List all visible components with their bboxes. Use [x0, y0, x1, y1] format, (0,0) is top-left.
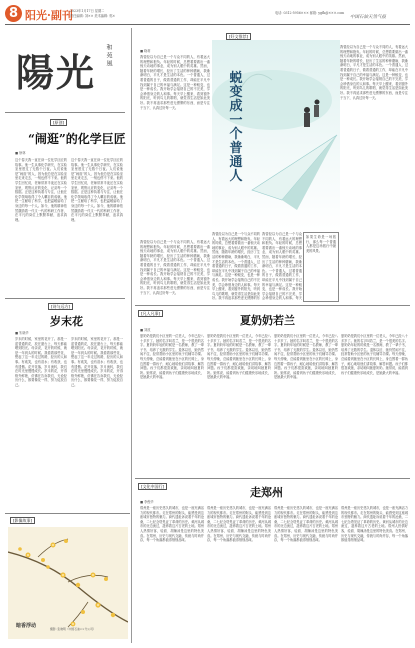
feature-body-c: 我曾经以为自己是一个与众不同的人，有着远大的理想和抱负。年轻的时候，总想着要做出一番惊天动地的事业，成为别人眼中的英雄。然而，随着年龄的增长，经历了生活的种种磨砺，我渐渐明白，平凡才是生活的本色。一个普通人，过着普通的日子，做着普通的工作，却能在平凡中找到属于自己的幸福与满足。这是一种蜕变，也是一种成长。我开始学会接纳自己的不完美，学会珍惜身边的人和事。每天早上醒来，看到窗外的阳光，听到鸟儿的歌唱，就觉得生活是如此美好。我不再追求那些虚无缥缈的东 — [212, 232, 260, 300]
feature-body-e: 我曾经以为自己是一个与众不同的人，有着远大的理想和抱负。年轻的时候，总想着要做出一番惊天动地的事业，成为别人眼中的英雄。然而，随着年龄的增长，经历了生活的种种磨砺，我渐渐明白，平凡才是生活的本色。一个普通人，过着普通的日子，做着普通的工作，却能在平凡中找到属于自己的幸福与满足。这是一种蜕变，也是一种成长。我开始学会接纳自己的不完美，学会珍惜身边的人和事。每天早上醒来，看到窗外的阳光，听到鸟儿的歌唱，就觉得生活是如此美好。我不再追求那些虚无缥缈的东西，而是专注于当下，认真过好每一天。 — [340, 45, 408, 100]
col1-divider — [5, 298, 125, 299]
page-number: 8 — [8, 6, 19, 21]
middle-article-body-b: 夏奶奶是我们小区里的一位老人，今年已经八十多岁了。她的名字叫若兰，是一个很美的名字。夏奶奶年轻的时候是一名教师，教了一辈子书，培养了无数的学生。退休以后，她仍然闲不住，经常帮助小区里的孩子们辅导功课。每天傍晚，总能看到她坐在小区的长椅上，身边围着一群孩子，耐心地给他们讲故事、解答问题。孩子们都很喜欢她，亲切地叫她夏奶奶。她常说，能看到孩子们健康快乐地成长，是她最大的幸福。 — [207, 334, 271, 380]
section-title: 阳光·副刊 — [25, 9, 73, 22]
photo-tag: [影像故事] — [10, 517, 35, 524]
col1-article-body-b: 这个春天我一直在读一位化学巨匠的故事。他一生从事化学研究，在实验室里度过了无数个日夜。人们说他是“闹逛”的人，因为他总是在实验室里走来走去，一刻也停不下来。他的学生回忆说，老师常常半夜还在实验室里，观察反应的变化，记录每一个数据。正是这种执着与专注，让他在化学领域取得了令人瞩目的成就。他把一生献给了科学，也把温暖留给了身边的每一个人。如今，他的精神依然激励着一代又一代的科研工作者，在平凡的岗位上默默奉献，追求真理。 — [71, 158, 123, 222]
column-separator — [131, 28, 132, 643]
col1-article2-author: ■ 朱晓华 — [15, 331, 29, 335]
middle-article-title: 夏奶奶若兰 — [240, 314, 295, 327]
header-info-editors: 责任编辑: 刘×× 美术编辑: 郭× — [70, 14, 116, 18]
feature-tag: [好文推荐] — [226, 33, 251, 40]
middle-article-body-c: 夏奶奶是我们小区里的一位老人，今年已经八十多岁了。她的名字叫若兰，是一个很美的名字。夏奶奶年轻的时候是一名教师，教了一辈子书，培养了无数的学生。退休以后，她仍然闲不住，经常帮助小区里的孩子们辅导功课。每天傍晚，总能看到她坐在小区的长椅上，身边围着一群孩子，耐心地给他们讲故事、解答问题。孩子们都很喜欢她，亲切地叫她夏奶奶。她常说，能看到孩子们健康快乐地成长，是她最大的幸福。 — [274, 334, 338, 380]
feature-title-char: 个 — [229, 127, 243, 142]
feature-title — [226, 72, 246, 184]
col1-article-body-a: 这个春天我一直在读一位化学巨匠的故事。他一生从事化学研究，在实验室里度过了无数个日夜。人们说他是“闹逛”的人，因为他总是在实验室里走来走去，一刻也停不下来。他的学生回忆说，老师常常半夜还在实验室里，观察反应的变化，记录每一个数据。正是这种执着与专注，让他在化学领域取得了令人瞩目的成就。他把一生献给了科学，也把温暖留给了身边的每一个人。如今，他的精神依然激励着一代又一代的科研工作者，在平凡的岗位上默默奉献，追求真理。 — [15, 158, 67, 222]
feature-title-char: 人 — [229, 169, 243, 184]
feature-bottom-rule — [135, 305, 410, 306]
masthead-rule — [5, 112, 125, 113]
side-quote-box — [303, 232, 339, 302]
lower-article-body-c: 郑州是一座历史悠久的城市，也是一座充满活力的现代都市。走在郑州的街头，能感受到这座城市独特的魅力。商代遗址诉说着千年的沧桑，二七纪念塔见证了革命的历史。黄河从城市的北边流过，滋养着这片古老的土地。郑州人热情好客，烩面、胡辣汤是这里的特色美食。在郑州，历史与现代交融，传统与时尚并存，每一个角落都值得细细品味。 — [274, 506, 338, 543]
lower-article-body-a: 郑州是一座历史悠久的城市，也是一座充满活力的现代都市。走在郑州的街头，能感受到这座城市独特的魅力。商代遗址诉说着千年的沧桑，二七纪念塔见证了革命的历史。黄河从城市的北边流过，滋养着这片古老的土地。郑州人热情好客，烩面、胡辣汤是这里的特色美食。在郑州，历史与现代交融，传统与时尚并存，每一个角落都值得细细品味。 — [140, 506, 204, 543]
col1-article-tag: [原创] — [50, 119, 67, 126]
feature-title-char: 一 — [229, 113, 243, 128]
masthead-subtitle: 和苑風 — [105, 44, 112, 68]
middle-article-body-d: 夏奶奶是我们小区里的一位老人，今年已经八十多岁了。她的名字叫若兰，是一个很美的名字。夏奶奶年轻的时候是一名教师，教了一辈子书，培养了无数的学生。退休以后，她仍然闲不住，经常帮助小区里的孩子们辅导功课。每天傍晚，总能看到她坐在小区的长椅上，身边围着一群孩子，耐心地给他们讲故事、解答问题。孩子们都很喜欢她，亲切地叫她夏奶奶。她常说，能看到孩子们健康快乐地成长，是她最大的幸福。 — [341, 334, 408, 375]
photo-credit: 摄影: 张晓明（中国石油××分公司） — [50, 627, 96, 631]
middle-bottom-rule — [135, 478, 410, 479]
col1-article-author: ■ 徐林 — [15, 151, 26, 155]
feature-body-a: 我曾经以为自己是一个与众不同的人，有着远大的理想和抱负。年轻的时候，总想着要做出一番惊天动地的事业，成为别人眼中的英雄。然而，随着年龄的增长，经历了生活的种种磨砺，我渐渐明白，平凡才是生活的本色。一个普通人，过着普通的日子，做着普通的工作，却能在平凡中找到属于自己的幸福与满足。这是一种蜕变，也是一种成长。我开始学会接纳自己的不完美，学会珍惜身边的人和事。每天早上醒来，看到窗外的阳光，听到鸟儿的歌唱，就觉得生活是如此美好。我不再追求那些虚无缥缈的东西，而是专注于当下，认真过好每一天。 — [140, 55, 210, 110]
header-info-date: 2023年1月17日 星期二 — [70, 9, 105, 13]
col1-article2-body-a: 岁末的时候，家里的花开了。那是一盆普通的花，放在窗台上，每天都能晒到阳光。母亲说，花开的时候，就是一年到头的时候。我看着那些花，想起了这一年走过的路，经历的人和事。有欢笑，也有泪水；有收获，也有遗憾。花开花落，岁月流转，我们在时光里慢慢成长。岁末的花，开得格外鲜艳，仿佛在告诉我们，无论经历什么，都要像花一样，努力绽放自己。 — [15, 337, 67, 387]
feature-title-char: 蜕 — [229, 71, 243, 86]
header-contact: 电话: 0312-5956××× 邮箱: ygfk@×××.com — [275, 11, 345, 15]
feature-title-char: 普 — [229, 141, 243, 156]
feature-body-b: 我曾经以为自己是一个与众不同的人，有着远大的理想和抱负。年轻的时候，总想着要做出一番惊天动地的事业，成为别人眼中的英雄。然而，随着年龄的增长，经历了生活的种种磨砺，我渐渐明白，平凡才是生活的本色。一个普通人，过着普通的日子，做着普通的工作，却能在平凡中找到属于自己的幸福与满足。这是一种蜕变，也是一种成长。我开始学会接纳自己的不完美，学会珍惜身边的人和事。每天早上醒来，看到窗外的阳光，听到鸟儿的歌唱，就觉得生活是如此美好。我不再追求那些虚无缥缈的东西，而是专注于当下，认真过好每一天。 — [140, 240, 210, 295]
feature-title-char: 通 — [229, 155, 243, 170]
feature-author: ■ 晓莉 — [140, 49, 151, 53]
lower-article-author: ■ 李俊华 — [140, 500, 154, 504]
paper-name: 中国石油天然气报 — [350, 15, 386, 20]
photo-top-rule — [5, 513, 130, 514]
col1-article2-title: 岁末花 — [50, 315, 83, 328]
middle-article-body-a: 夏奶奶是我们小区里的一位老人，今年已经八十多岁了。她的名字叫若兰，是一个很美的名字。夏奶奶年轻的时候是一名教师，教了一辈子书，培养了无数的学生。退休以后，她仍然闲不住，经常帮助小区里的孩子们辅导功课。每天傍晚，总能看到她坐在小区的长椅上，身边围着一群孩子，耐心地给他们讲故事、解答问题。孩子们都很喜欢她，亲切地叫她夏奶奶。她常说，能看到孩子们健康快乐地成长，是她最大的幸福。 — [140, 334, 204, 380]
lower-article-body-b: 郑州是一座历史悠久的城市，也是一座充满活力的现代都市。走在郑州的街头，能感受到这座城市独特的魅力。商代遗址诉说着千年的沧桑，二七纪念塔见证了革命的历史。黄河从城市的北边流过，滋养着这片古老的土地。郑州人热情好客，烩面、胡辣汤是这里的特色美食。在郑州，历史与现代交融，传统与时尚并存，每一个角落都值得细细品味。 — [207, 506, 271, 543]
side-quote-text: 如果生命是一场旅行，那么每一个普通人都是这场旅行中最美的风景。 — [306, 235, 336, 253]
col1-article2-body-b: 岁末的时候，家里的花开了。那是一盆普通的花，放在窗台上，每天都能晒到阳光。母亲说，花开的时候，就是一年到头的时候。我看着那些花，想起了这一年走过的路，经历的人和事。有欢笑，也有泪水；有收获，也有遗憾。花开花落，岁月流转，我们在时光里慢慢成长。岁末的花，开得格外鲜艳，仿佛在告诉我们，无论经历什么，都要像花一样，努力绽放自己。 — [71, 337, 123, 387]
feature-title-char: 变 — [229, 85, 243, 100]
lower-article-body-d: 郑州是一座历史悠久的城市，也是一座充满活力的现代都市。走在郑州的街头，能感受到这座城市独特的魅力。商代遗址诉说着千年的沧桑，二七纪念塔见证了革命的历史。黄河从城市的北边流过，滋养着这片古老的土地。郑州人热情好客，烩面、胡辣汤是这里的特色美食。在郑州，历史与现代交融，传统与时尚并存，每一个角落都值得细细品味。 — [341, 506, 408, 543]
lower-article-title: 走郑州 — [250, 486, 283, 499]
masthead-title: 陽光 — [16, 50, 97, 95]
col1-article-title: “闹逛”的化学巨匠 — [28, 132, 126, 146]
feature-body-d: 我曾经以为自己是一个与众不同的人，有着远大的理想和抱负。年轻的时候，总想着要做出一番惊天动地的事业，成为别人眼中的英雄。然而，随着年龄的增长，经历了生活的种种磨砺，我渐渐明白，平凡才是生活的本色。一个普通人，过着普通的日子，做着普通的工作，却能在平凡中找到属于自己的幸福与满足。这是一种蜕变，也是一种成长。我开始学会接纳自己的不完美，学会珍惜身边的人和事。每天 — [262, 232, 302, 300]
lower-article-tag: [文化中国行] — [138, 483, 167, 490]
photo-caption: 暗香浮动 — [16, 623, 37, 629]
header-rule — [5, 24, 410, 25]
middle-article-author: ■ 刘波 — [140, 328, 151, 332]
feature-title-char: 成 — [229, 99, 243, 114]
col1-article2-tag: [诗与远方] — [48, 303, 73, 310]
middle-article-tag: [凡人凡事] — [138, 310, 163, 317]
